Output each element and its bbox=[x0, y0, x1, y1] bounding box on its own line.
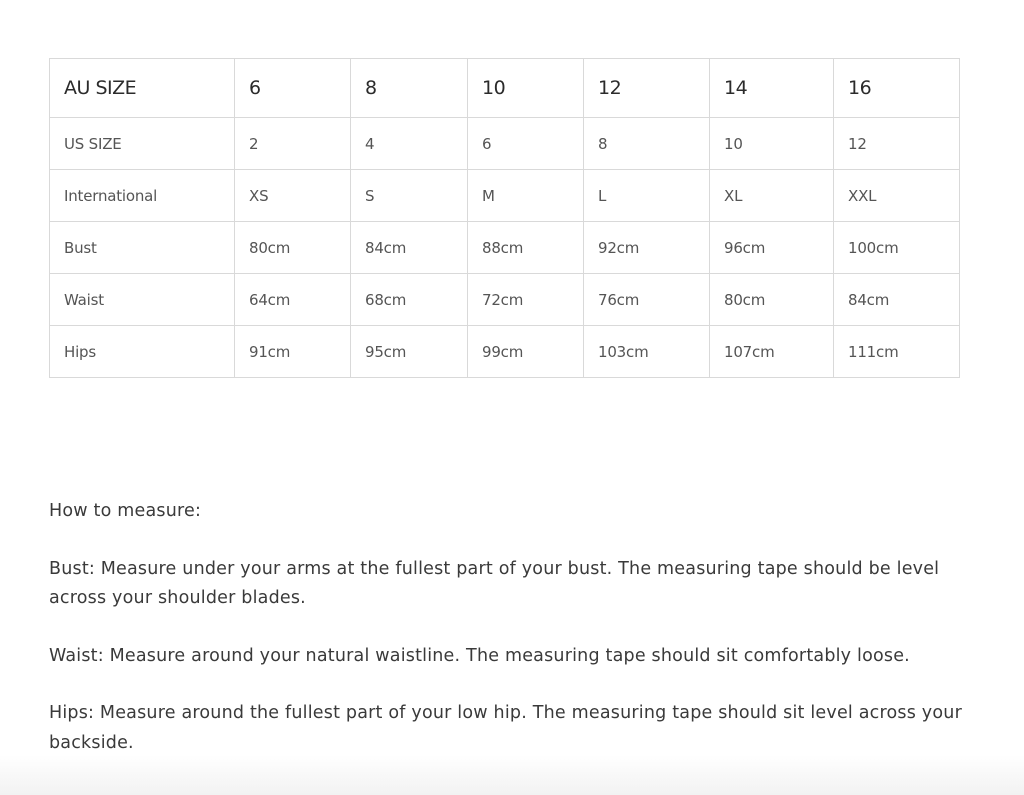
instructions-title: How to measure: bbox=[49, 501, 202, 521]
table-cell: L bbox=[584, 170, 710, 222]
row-label-cell: US SIZE bbox=[50, 118, 235, 170]
table-cell: 64cm bbox=[235, 274, 351, 326]
table-cell: 91cm bbox=[235, 326, 351, 378]
table-row bbox=[50, 118, 960, 170]
measuring-instructions bbox=[49, 497, 969, 786]
table-cell: S bbox=[351, 170, 468, 222]
table-cell: XL bbox=[710, 170, 834, 222]
size-chart-table bbox=[49, 58, 960, 378]
header-size-cell: 12 bbox=[584, 59, 710, 118]
table-cell: 80cm bbox=[710, 274, 834, 326]
table-cell: 72cm bbox=[468, 274, 584, 326]
table-cell: M bbox=[468, 170, 584, 222]
table-cell: 100cm bbox=[834, 222, 960, 274]
table-cell: 84cm bbox=[834, 274, 960, 326]
table-cell: 92cm bbox=[584, 222, 710, 274]
table-cell: 8 bbox=[584, 118, 710, 170]
header-label-cell: AU SIZE bbox=[50, 59, 235, 118]
row-label-cell: International bbox=[50, 170, 235, 222]
table-cell: 12 bbox=[834, 118, 960, 170]
table-cell: 111cm bbox=[834, 326, 960, 378]
header-size-cell: 8 bbox=[351, 59, 468, 118]
table-cell: 96cm bbox=[710, 222, 834, 274]
row-label-cell: Bust bbox=[50, 222, 235, 274]
table-cell: 88cm bbox=[468, 222, 584, 274]
table-cell: 4 bbox=[351, 118, 468, 170]
row-label-cell: Hips bbox=[50, 326, 235, 378]
header-size-cell: 10 bbox=[468, 59, 584, 118]
table-cell: 76cm bbox=[584, 274, 710, 326]
table-cell: 103cm bbox=[584, 326, 710, 378]
table-cell: 68cm bbox=[351, 274, 468, 326]
table-row bbox=[50, 326, 960, 378]
waist-instruction: Waist: Measure around your natural waistline. The measuring tape should sit comfortably loose. bbox=[49, 645, 910, 666]
table-cell: 6 bbox=[468, 118, 584, 170]
table-cell: 84cm bbox=[351, 222, 468, 274]
table-header-row bbox=[50, 59, 960, 118]
table-cell: 99cm bbox=[468, 326, 584, 378]
table-cell: 2 bbox=[235, 118, 351, 170]
header-size-cell: 16 bbox=[834, 59, 960, 118]
table-cell: 10 bbox=[710, 118, 834, 170]
table-cell: XS bbox=[235, 170, 351, 222]
table-row bbox=[50, 222, 960, 274]
header-size-cell: 14 bbox=[710, 59, 834, 118]
table-cell: XXL bbox=[834, 170, 960, 222]
row-label-cell: Waist bbox=[50, 274, 235, 326]
table-row bbox=[50, 170, 960, 222]
table-row bbox=[50, 274, 960, 326]
table-cell: 107cm bbox=[710, 326, 834, 378]
table-cell: 80cm bbox=[235, 222, 351, 274]
table-cell: 95cm bbox=[351, 326, 468, 378]
hips-instruction: Hips: Measure around the fullest part of your low hip. The measuring tape should sit level across your backside. bbox=[49, 703, 962, 753]
header-size-cell: 6 bbox=[235, 59, 351, 118]
bust-instruction: Bust: Measure under your arms at the fullest part of your bust. The measuring tape should be level across your shoulder blades. bbox=[49, 558, 940, 608]
